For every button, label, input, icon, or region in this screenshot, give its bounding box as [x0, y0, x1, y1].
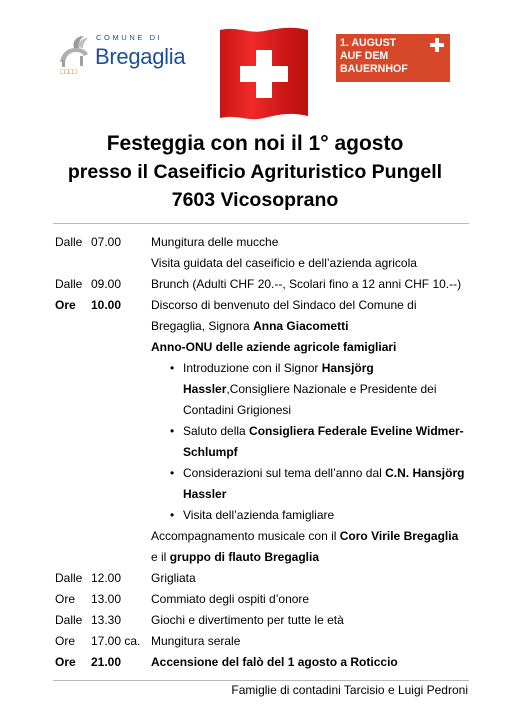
program-row — [0, 526, 510, 548]
program-row — [0, 295, 510, 317]
logo-comune-text: COMUNE DI — [96, 33, 163, 42]
title-line-2: presso il Caseificio Agrituristico Pungell — [67, 161, 443, 183]
row-time: 17.00 ca. — [91, 634, 141, 648]
speaker-name: Anna Giacometti — [253, 319, 349, 333]
row-time: 09.00 — [91, 277, 122, 291]
text-normal: ,Consigliere Nazionale e Presidente dei — [226, 382, 437, 396]
bullet-continuation — [0, 379, 510, 401]
logo-squares: □□□□ — [60, 69, 77, 76]
bullet-icon: • — [170, 361, 175, 375]
row-description: Commiato degli ospiti d’onore — [151, 592, 310, 606]
program-row — [0, 589, 510, 611]
text-bold: Hansjörg — [321, 361, 374, 375]
row-description — [183, 424, 464, 438]
row-description: Hassler — [183, 487, 227, 501]
bullet-item — [0, 463, 510, 485]
badge-text: 1. AUGUST AUF DEM BAUERNHOF — [340, 37, 408, 75]
comune-bregaglia-logo — [52, 30, 194, 78]
text-normal: Saluto della — [183, 424, 250, 438]
program-row — [0, 547, 510, 569]
row-time: 21.00 — [91, 655, 122, 669]
bullet-icon: • — [170, 466, 175, 480]
text-normal: Accompagnamento musicale con il — [151, 529, 340, 543]
row-time: 10.00 — [91, 298, 122, 312]
divider-bottom — [53, 680, 469, 681]
row-time: 13.00 — [91, 592, 122, 606]
row-description — [151, 529, 458, 543]
bullet-icon: • — [170, 508, 175, 522]
row-description — [151, 550, 319, 564]
footer-credit: Famiglie di contadini Tarcisio e Luigi Pedroni — [231, 683, 468, 697]
row-description — [183, 466, 464, 480]
text-normal: Introduzione con il Signor — [183, 361, 322, 375]
row-description: Discorso di benvenuto del Sindaco del Comune di — [151, 298, 417, 312]
logo-name-text: Bregaglia — [95, 44, 186, 69]
bullet-continuation — [0, 400, 510, 422]
program-row — [0, 652, 510, 674]
august-bauernhof-badge — [336, 34, 450, 82]
row-description: Brunch (Adulti CHF 20.--, Scolari fino a 12 anni CHF 10.--) — [151, 277, 462, 291]
title-line-1: Festeggia con noi il 1° agosto — [106, 132, 404, 155]
program-row — [0, 316, 510, 338]
row-description: Visita guidata del caseificio e dell’azienda agricola — [151, 256, 417, 270]
row-prefix: Ore — [55, 655, 76, 669]
row-prefix: Dalle — [55, 235, 83, 249]
program-row — [0, 253, 510, 275]
row-prefix: Ore — [55, 592, 76, 606]
row-description: Contadini Grigionesi — [183, 403, 292, 417]
program-row — [0, 232, 510, 254]
row-description: Anno-ONU delle aziende agricole famigliari — [151, 340, 397, 354]
text-normal: e il — [151, 550, 170, 564]
text-bold: Hassler — [183, 382, 227, 396]
bullet-continuation — [0, 484, 510, 506]
row-prefix: Dalle — [55, 277, 83, 291]
row-description: Giochi e divertimento per tutte le età — [151, 613, 344, 627]
bullet-item — [0, 505, 510, 527]
row-description: Mungitura delle mucche — [151, 235, 279, 249]
row-description: Accensione del falò del 1 agosto a Roticcio — [151, 655, 398, 669]
text-bold: Coro Virile Bregaglia — [339, 529, 459, 543]
row-description: Visita dell’azienda famigliare — [183, 508, 335, 522]
text-normal: Bregaglia, Signora — [151, 319, 254, 333]
title-line-3: 7603 Vicosoprano — [171, 189, 339, 211]
text-bold: gruppo di flauto Bregaglia — [169, 550, 320, 564]
row-time: 13.30 — [91, 613, 122, 627]
row-time: 12.00 — [91, 571, 122, 585]
row-prefix: Dalle — [55, 571, 83, 585]
bullet-item — [0, 421, 510, 443]
program-row — [0, 274, 510, 296]
row-description: Grigliata — [151, 571, 196, 585]
row-time: 07.00 — [91, 235, 122, 249]
row-prefix: Ore — [55, 298, 76, 312]
program-row — [0, 610, 510, 632]
program-row — [0, 568, 510, 590]
text-bold: Consigliera Federale Eveline Widmer- — [249, 424, 464, 438]
text-bold: C.N. Hansjörg — [385, 466, 465, 480]
text-normal: Considerazioni sul tema dell’anno dal — [183, 466, 386, 480]
bullet-item — [0, 358, 510, 380]
row-prefix: Ore — [55, 634, 76, 648]
ibex-icon — [54, 34, 94, 68]
row-description — [183, 382, 437, 396]
row-description — [183, 361, 374, 375]
row-description: Schlumpf — [183, 445, 238, 459]
bullet-icon: • — [170, 424, 175, 438]
program-row — [0, 631, 510, 653]
program-row — [0, 337, 510, 359]
swiss-cross-icon — [430, 38, 444, 52]
row-description — [151, 319, 348, 333]
row-description: Mungitura serale — [151, 634, 241, 648]
row-prefix: Dalle — [55, 613, 83, 627]
bullet-continuation — [0, 442, 510, 464]
divider-top — [53, 223, 469, 224]
swiss-flag-icon — [218, 26, 310, 122]
